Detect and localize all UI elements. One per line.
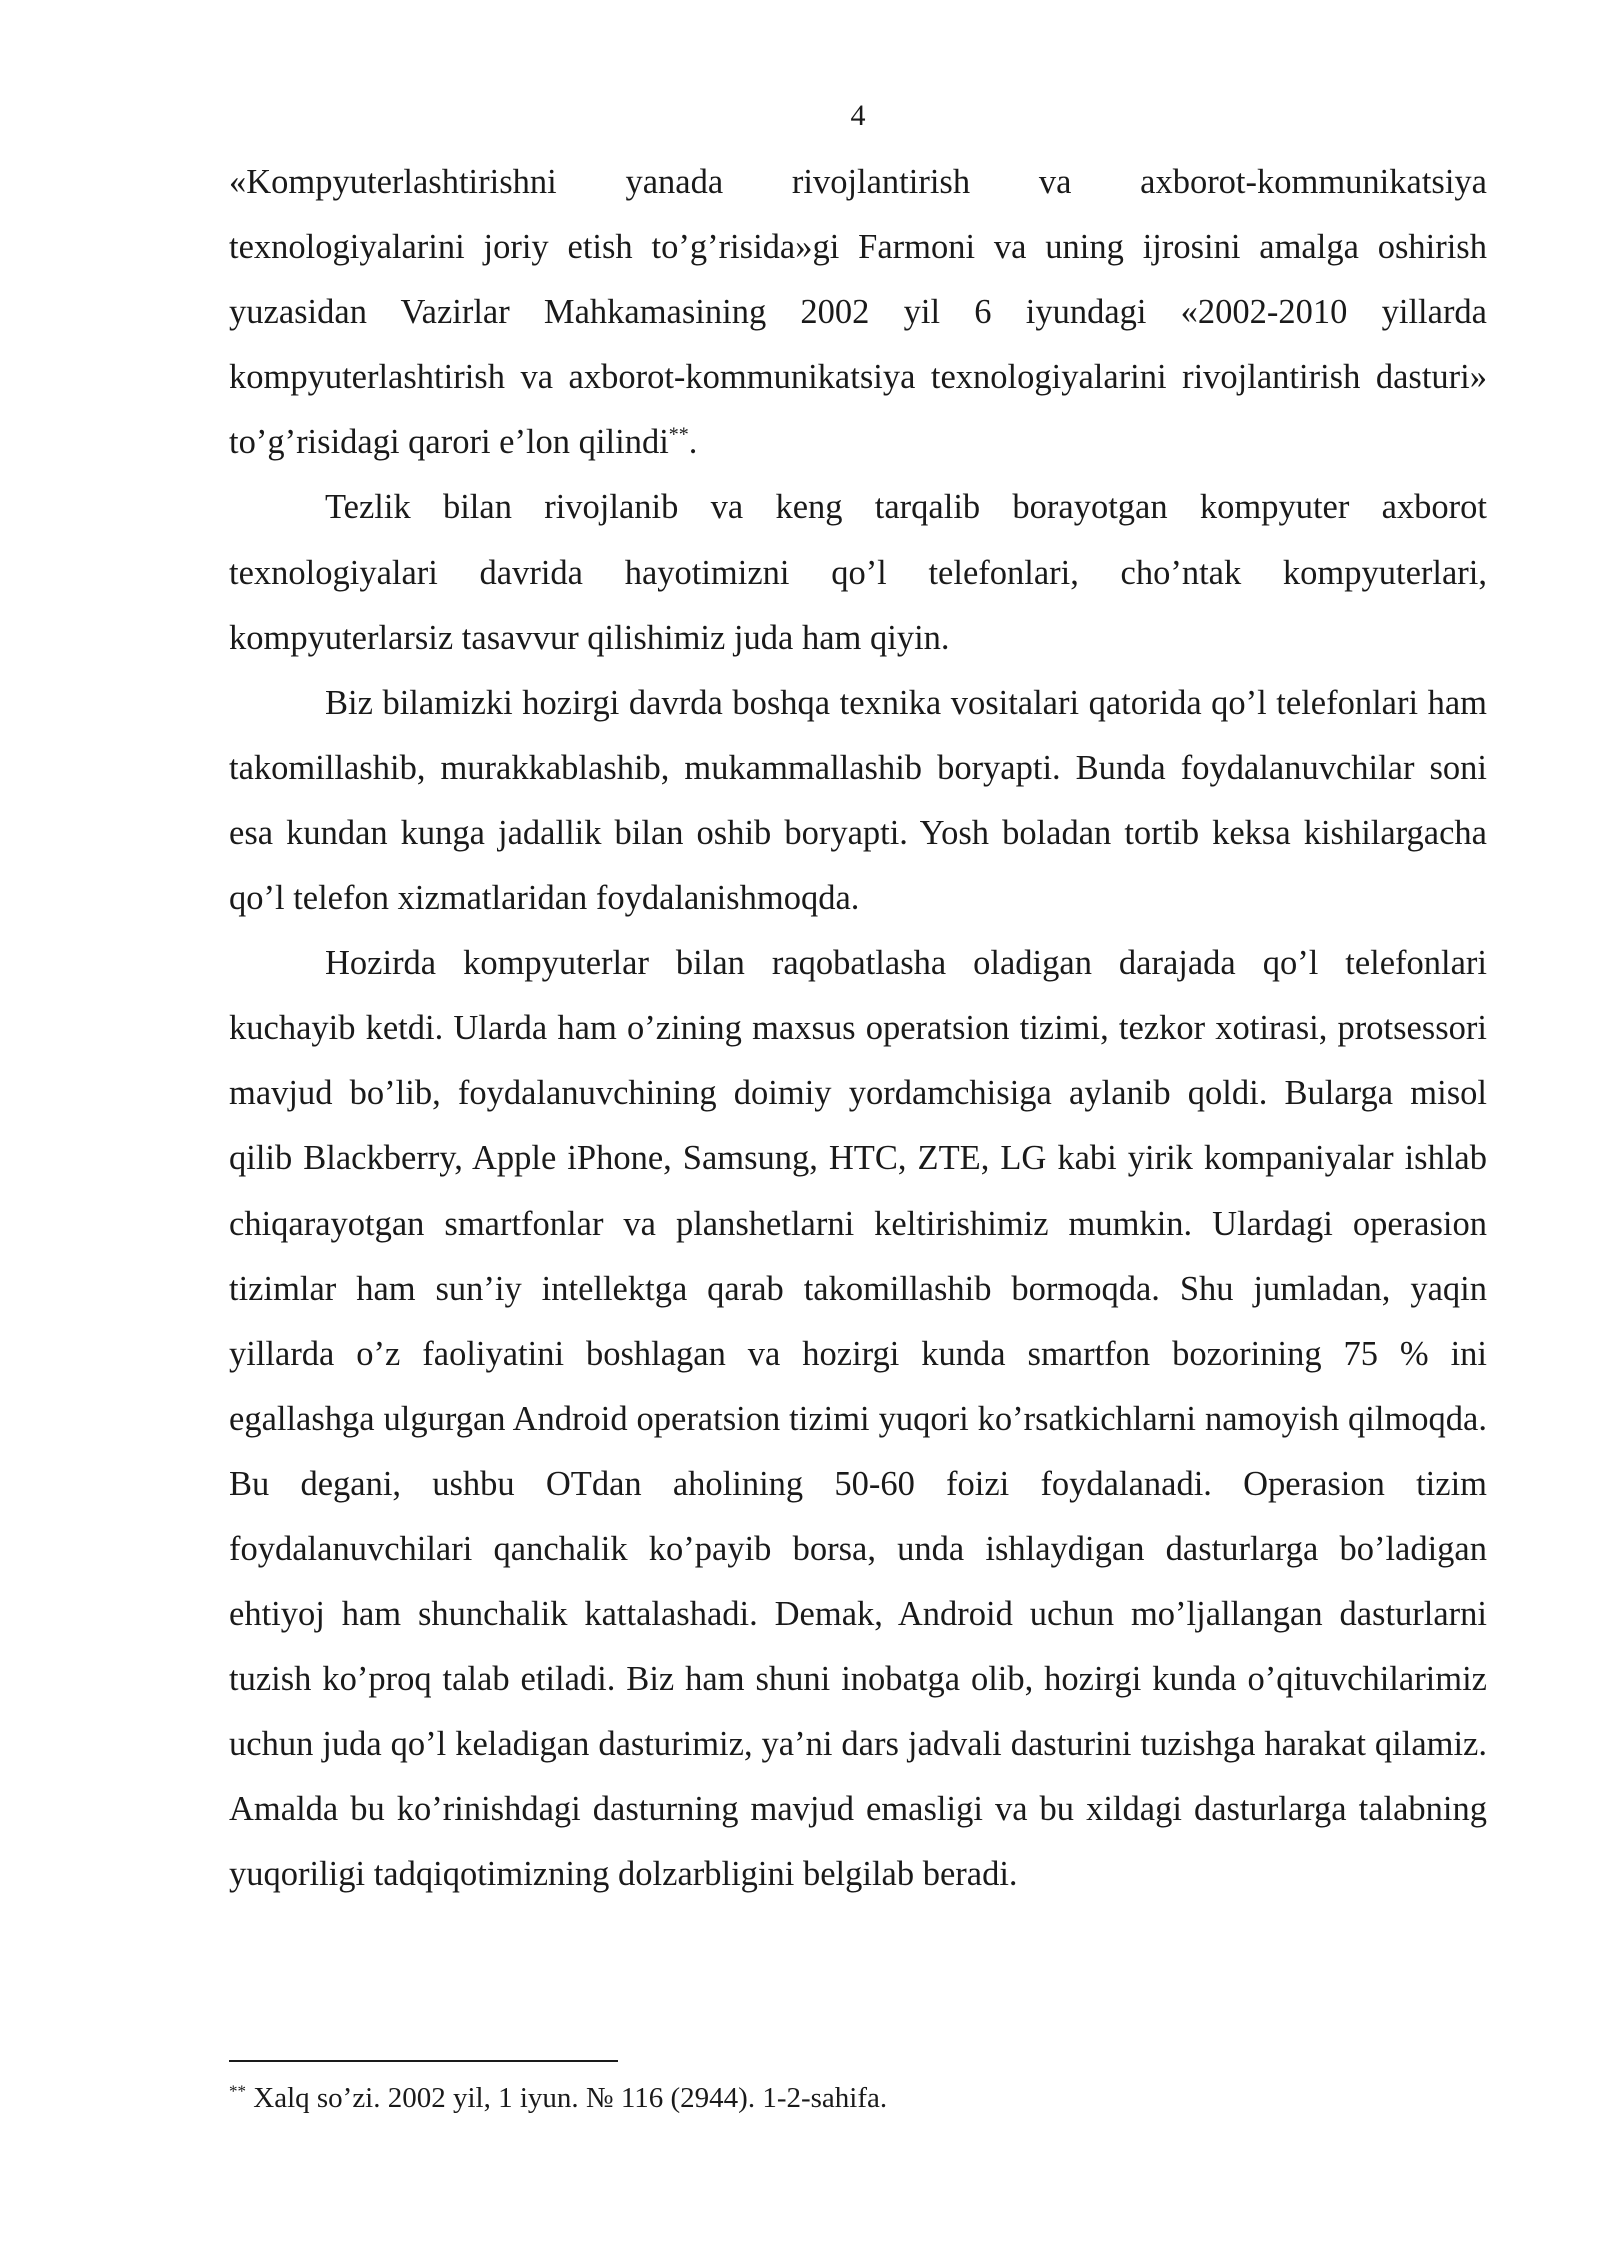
paragraph-tail: .: [688, 423, 698, 462]
paragraph-2: Tezlik bilan rivojlanib va keng tarqalib borayotgan kompyuter axborot texnologiyalari davrida hayotimizni qo’l telefonlari, cho’ntak kompyuterlari, kompyuterlarsiz tasavvur qilishimiz juda ham qiyin.: [229, 488, 1487, 657]
page-number: 4: [850, 99, 866, 132]
paragraph-text: «Kompyuterlashtirishni yanada rivojlantirish va axborot-kommunikatsiya texnologiyalarini joriy etish to’g’risida»gi Farmoni va uning ijrosini amalga oshirish yuzasidan Vazirlar Mahkamasining 2002 yil 6 iyundagi «2002-2010 yillarda kompyuterlashtirish va axborot-kommunikatsiya texnologiyalarini rivojlantirish dasturi» to’g’risidagi qarori e’lon qilindi: [229, 163, 1487, 462]
footnote-mark: **: [229, 2081, 246, 2101]
paragraph-3: Biz bilamizki hozirgi davrda boshqa texnika vositalari qatorida qo’l telefonlari ham takomillashib, murakkablashib, mukammallashib boryapti. Bunda foydalanuvchilar soni esa kundan kunga jadallik bilan oshib boryapti. Yosh boladan tortib keksa kishilargacha qo’l telefon xizmatlaridan foydalanishmoqda.: [229, 683, 1487, 918]
paragraph-1: [229, 150, 1487, 475]
footnote-separator: [229, 2060, 618, 2062]
paragraph-4: Hozirda kompyuterlar bilan raqobatlasha oladigan darajada qo’l telefonlari kuchayib ketdi. Ularda ham o’zining maxsus operatsion tizimi, tezkor xotirasi, protsessori mavjud bo’lib, foydalanuvchining doimiy yordamchisiga aylanib qoldi. Bularga misol qilib Blackberry, Apple iPhone, Samsung, HTC, ZTE, LG kabi yirik kompaniyalar ishlab chiqarayotgan smartfonlar va planshetlarni keltirishimiz mumkin. Ulardagi operasion tizimlar ham sun’iy intellektga qarab takomillashib bormoqda. Shu jumladan, yaqin yillarda o’z faoliyatini boshlagan va hozirgi kunda smartfon bozorining 75 % ini egallashga ulgurgan Android operatsion tizimi yuqori ko’rsatkichlarni namoyish qilmoqda. Bu degani, ushbu OTdan aholining 50-60 foizi foydalanadi. Operasion tizim foydalanuvchilari qanchalik ko’payib borsa, unda ishlaydigan dasturlarga bo’ladigan ehtiyoj ham shunchalik kattalashadi. Demak, Android uchun mo’ljallangan dasturlarni tuzish ko’proq talab etiladi. Biz ham shuni inobatga olib, hozirgi kunda o’qituvchilarimiz uchun juda qo’l keladigan dasturimiz, ya’ni dars jadvali dasturini tuzishga harakat qilamiz. Amalda bu ko’rinishdagi dasturning mavjud emasligi va bu xildagi dasturlarga talabning yuqoriligi tadqiqotimizning dolzarbligini belgilab beradi.: [229, 944, 1487, 1894]
footnote-text: Xalq so’zi. 2002 yil, 1 iyun. № 116 (2944). 1-2-sahifa.: [246, 2082, 888, 2114]
footnote: [229, 2078, 1487, 2118]
footnote-reference: **: [668, 423, 689, 446]
body-text: [229, 150, 1487, 1908]
